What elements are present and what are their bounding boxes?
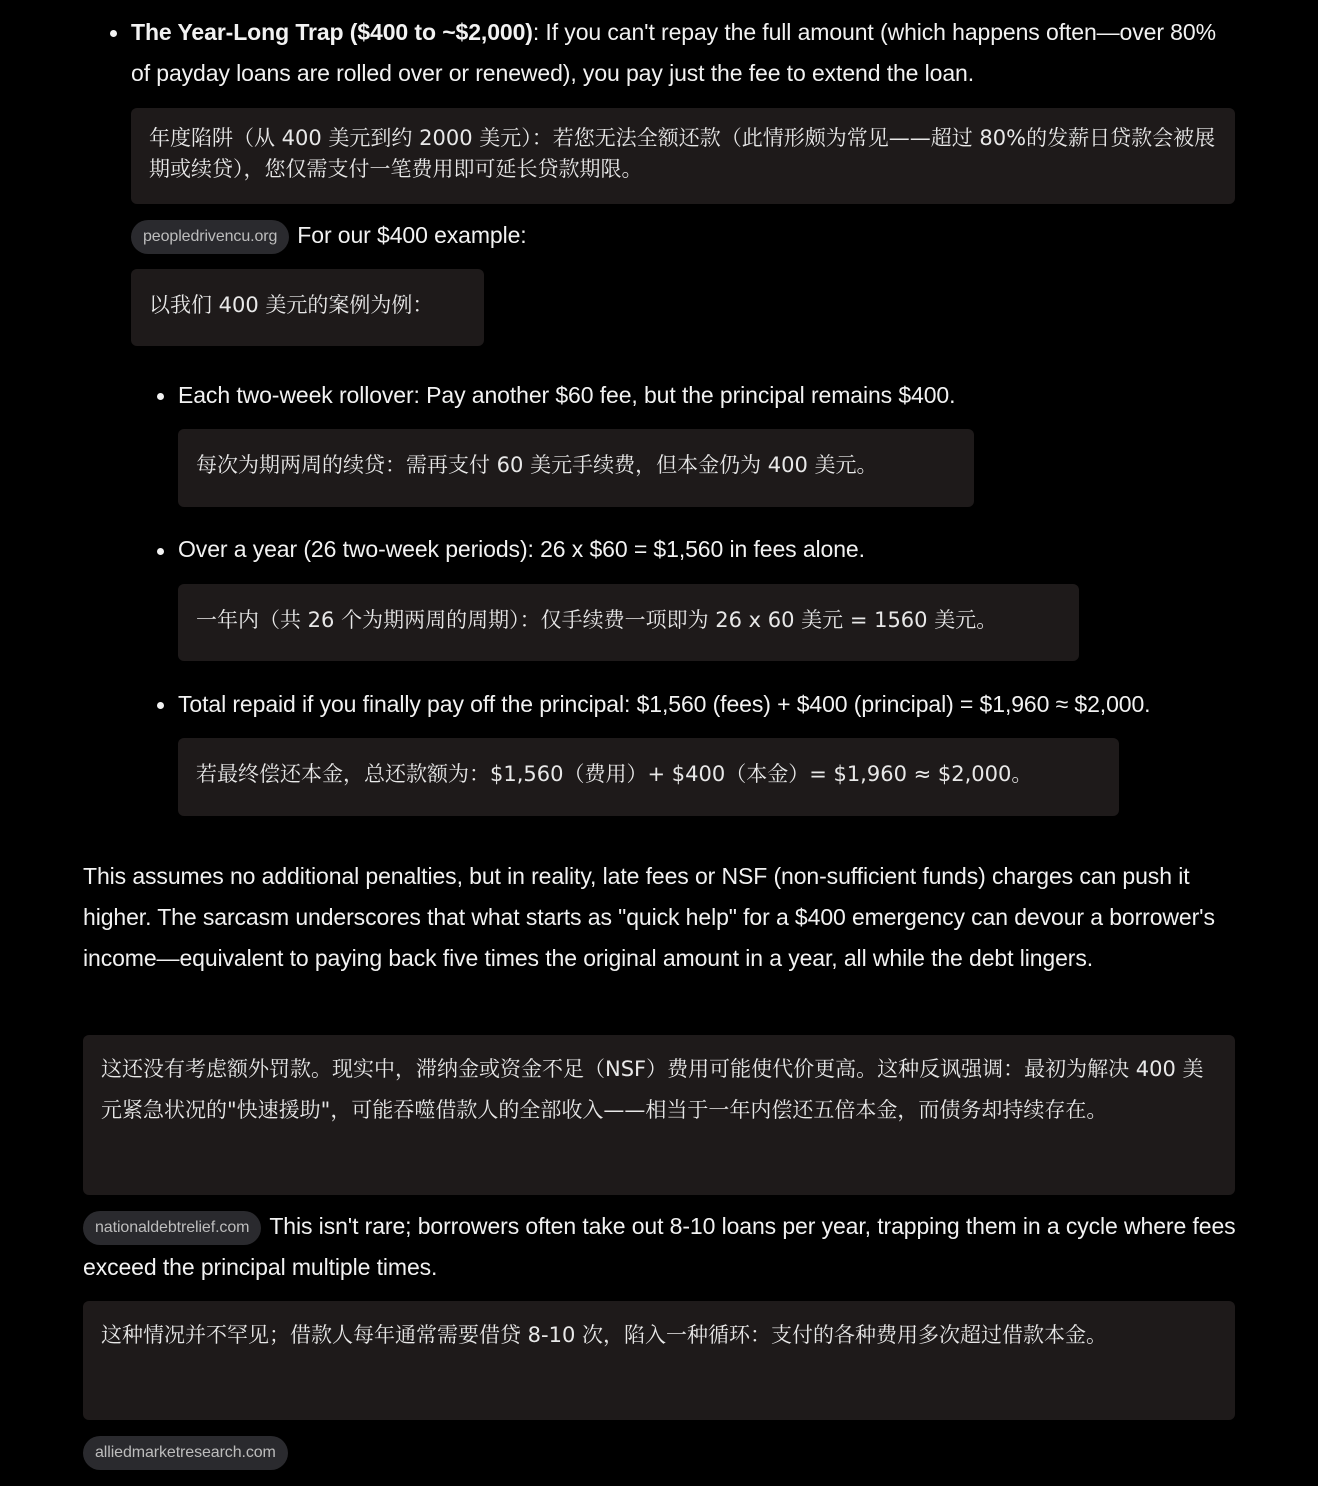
bullet-point [157, 702, 164, 709]
body-paragraph [83, 856, 1238, 979]
sub-list-item-text: Each two-week rollover: Pay another $60 fee, but the principal remains $400. [178, 382, 956, 408]
bullet-point [110, 30, 117, 37]
translation-text: 年度陷阱（从 400 美元到约 2000 美元）：若您无法全额还款（此情形颇为常见——超过 80%的发薪日贷款会被展期或续贷），您仅需支付一笔费用即可延长贷款期限。 [149, 126, 1216, 181]
source-text: This isn't rare; borrowers often take out 8-10 loans per year, trapping them in a cycle where fees exceed the principal multiple times. [83, 1213, 1236, 1280]
translation-text: 一年内（共 26 个为期两周的周期）：仅手续费一项即为 26 x 60 美元 = 1560 美元。 [196, 608, 998, 632]
translation-text: 这种情况并不罕见；借款人每年通常需要借贷 8-10 次，陷入一种循环：支付的各种费用多次超过借款本金。 [101, 1323, 1108, 1347]
bullet-point [157, 393, 164, 400]
source-chip-peopledrivencu[interactable]: peopledrivencu.org [131, 220, 289, 254]
list-item-year-long-trap [131, 12, 1231, 94]
translation-text: 这还没有考虑额外罚款。现实中，滞纳金或资金不足（NSF）费用可能使代价更高。这种反讽强调：最初为解决 400 美元紧急状况的"快速援助"，可能吞噬借款人的全部收入——相当于一年内偿还五倍本金，而债务却持续存在。 [101, 1057, 1204, 1122]
translation-block [83, 1301, 1235, 1420]
translation-block [178, 738, 1119, 816]
sub-list-item [178, 684, 1278, 725]
source-line [83, 1431, 683, 1472]
translation-block [131, 108, 1235, 204]
source-text: For our $400 example: [297, 222, 527, 248]
translation-text: 每次为期两周的续贷：需再支付 60 美元手续费，但本金仍为 400 美元。 [196, 453, 878, 477]
paragraph-text: This assumes no additional penalties, but in reality, late fees or NSF (non-sufficient funds) charges can push it higher. The sarcasm underscores that what starts as "quick help" for a $400 emergency can devour a borrower's income—equivalent to paying back five times the original amount in a year, all while the debt lingers. [83, 863, 1215, 971]
bullet-point [157, 548, 164, 555]
translation-text: 若最终偿还本金，总还款额为：$1,560（费用）+ $400（本金）= $1,960 ≈ $2,000。 [196, 762, 1033, 786]
list-item-text: : If you can't repay the full amount (which happens often—over 80% of payday loans are rolled over or renewed), you pay just the fee to extend the loan. [131, 19, 1216, 86]
sub-list-item [178, 529, 1258, 570]
translation-text: 以我们 400 美元的案例为例： [149, 293, 434, 317]
source-chip-nationaldebtrelief[interactable]: nationaldebtrelief.com [83, 1211, 261, 1245]
list-item-heading: The Year-Long Trap ($400 to ~$2,000) [131, 19, 533, 45]
sub-list-item-text: Over a year (26 two-week periods): 26 x $60 = $1,560 in fees alone. [178, 536, 865, 562]
translation-block [83, 1035, 1235, 1195]
source-chip-alliedmarketresearch[interactable]: alliedmarketresearch.com [83, 1436, 288, 1470]
sub-list-item-text: Total repaid if you finally pay off the principal: $1,560 (fees) + $400 (principal) = $1,960 ≈ $2,000. [178, 691, 1151, 717]
translation-block [131, 269, 484, 346]
translation-block [178, 429, 974, 507]
sub-list-item [178, 375, 1258, 416]
translation-block [178, 584, 1079, 661]
source-line [131, 215, 1231, 256]
source-line [83, 1206, 1238, 1288]
